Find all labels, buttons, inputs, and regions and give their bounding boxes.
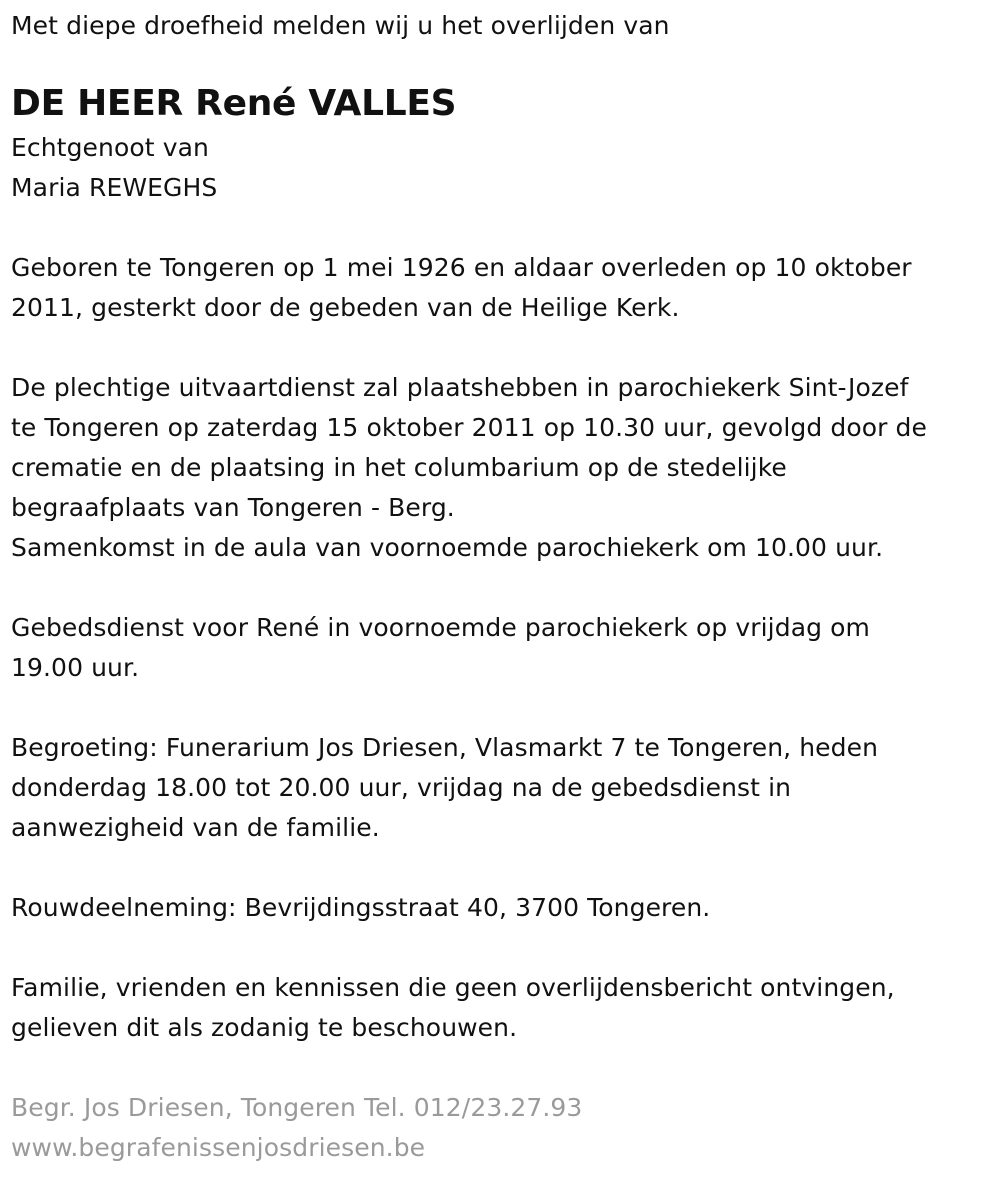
funeral-line-3: crematie en de plaatsing in het columbarium op de stedelijke [11, 453, 787, 482]
deceased-name: DE HEER René VALLES [11, 83, 457, 124]
funeral-line-5: Samenkomst in de aula van voornoemde parochiekerk om 10.00 uur. [11, 533, 884, 562]
intro-text: Met diepe droefheid melden wij u het overlijden van [11, 11, 670, 40]
notice-line-2: gelieven dit als zodanig te beschouwen. [11, 1013, 518, 1042]
undertaker-contact: Begr. Jos Driesen, Tongeren Tel. 012/23.27.93 [11, 1093, 583, 1122]
prayer-section [11, 608, 990, 688]
prayer-line-2: 19.00 uur. [11, 653, 140, 682]
birth-line-2: 2011, gesterkt door de gebeden van de Heilige Kerk. [11, 293, 680, 322]
spouse-name: Maria REWEGHS [11, 173, 218, 202]
greeting-line-2: donderdag 18.00 tot 20.00 uur, vrijdag na de gebedsdienst in [11, 773, 792, 802]
greeting-section [11, 728, 990, 848]
funeral-line-4: begraafplaats van Tongeren - Berg. [11, 493, 455, 522]
prayer-line-1: Gebedsdienst voor René in voornoemde parochiekerk op vrijdag om [11, 613, 870, 642]
spouse-section [11, 128, 990, 208]
notice-section [11, 968, 990, 1048]
funeral-line-1: De plechtige uitvaartdienst zal plaatshebben in parochiekerk Sint-Jozef [11, 373, 909, 402]
funeral-line-2: te Tongeren op zaterdag 15 oktober 2011 op 10.30 uur, gevolgd door de [11, 413, 927, 442]
birth-death-section [11, 248, 990, 328]
notice-line-1: Familie, vrienden en kennissen die geen overlijdensbericht ontvingen, [11, 973, 895, 1002]
undertaker-footer [11, 1088, 990, 1168]
spouse-label: Echtgenoot van [11, 133, 209, 162]
undertaker-website: www.begrafenissenjosdriesen.be [11, 1133, 426, 1162]
condolence-address: Rouwdeelneming: Bevrijdingsstraat 40, 3700 Tongeren. [11, 893, 711, 922]
greeting-line-3: aanwezigheid van de familie. [11, 813, 380, 842]
funeral-section [11, 368, 990, 568]
birth-line-1: Geboren te Tongeren op 1 mei 1926 en aldaar overleden op 10 oktober [11, 253, 912, 282]
greeting-line-1: Begroeting: Funerarium Jos Driesen, Vlasmarkt 7 te Tongeren, heden [11, 733, 879, 762]
condolence-section [11, 888, 990, 928]
